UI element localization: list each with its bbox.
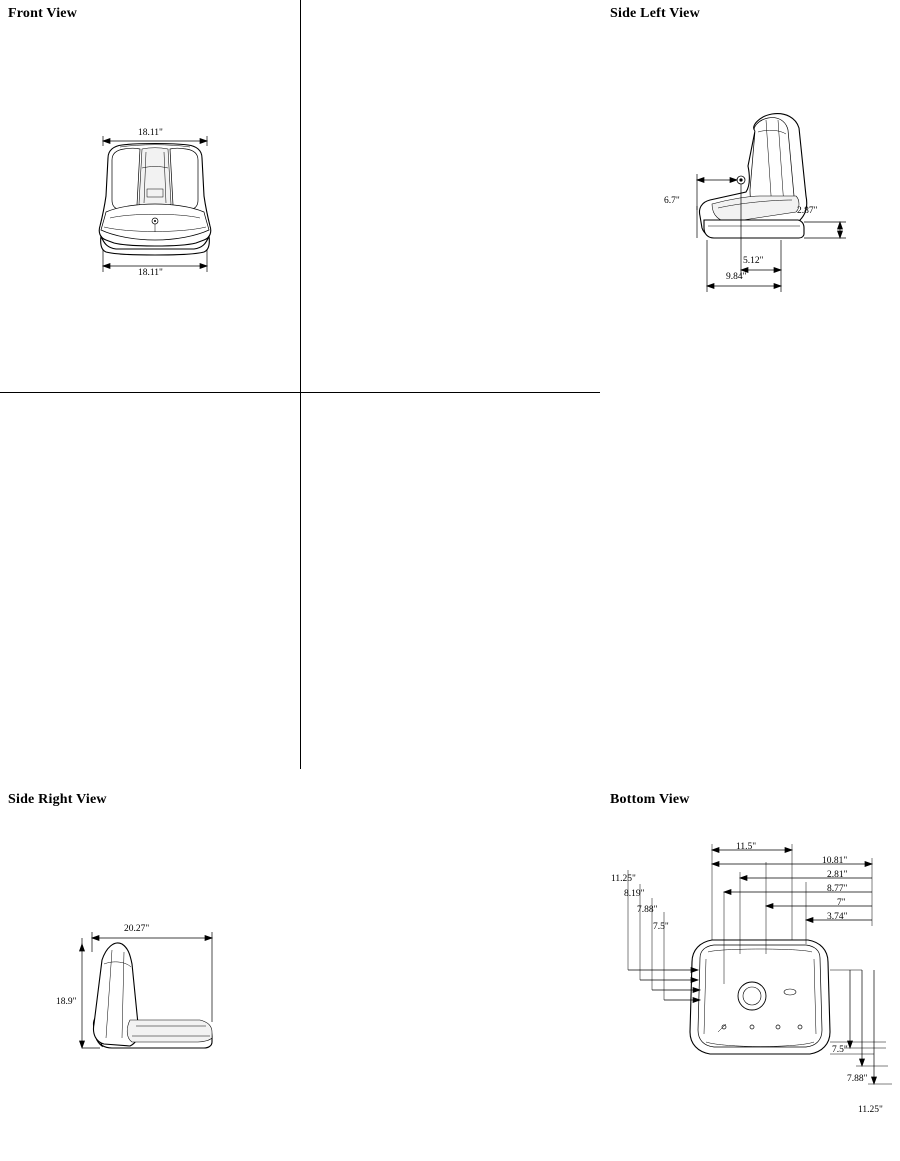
side-right-view-title: Side Right View: [8, 792, 107, 807]
side-right-view-drawing: [0, 784, 300, 1161]
side-left-view-title: Side Left View: [610, 6, 700, 21]
bottom-dim-7-5-left: 7.5": [653, 922, 669, 932]
side-left-dim-9-84: 9.84": [726, 272, 747, 282]
bottom-dim-11-5: 11.5": [736, 842, 757, 852]
bottom-dim-8-77: 8.77": [827, 884, 848, 894]
bottom-dim-7-88-left: 7.88": [637, 905, 658, 915]
bottom-view-panel: [300, 392, 883, 1115]
side-left-view-panel: [300, 0, 818, 392]
side-right-dim-18-9: 18.9": [56, 997, 77, 1007]
bottom-dim-3-74: 3.74": [827, 912, 848, 922]
bottom-dim-7: 7": [837, 898, 846, 908]
front-view-panel: [0, 0, 300, 392]
bottom-dim-7-88-right: 7.88": [847, 1074, 868, 1084]
bottom-dim-2-81: 2.81": [827, 870, 848, 880]
side-right-view-panel: [0, 392, 300, 1007]
bottom-dim-11-25-left: 11.25": [611, 874, 636, 884]
side-left-dim-6-7: 6.7": [664, 196, 680, 206]
front-view-drawing: [0, 0, 300, 392]
side-left-dim-5-12: 5.12": [743, 256, 764, 266]
bottom-dim-10-81: 10.81": [822, 856, 848, 866]
bottom-dim-8-19: 8.19": [624, 889, 645, 899]
front-view-title: Front View: [8, 6, 78, 21]
side-left-dim-2-87: 2.87": [797, 206, 818, 216]
bottom-view-drawing: [600, 784, 900, 1161]
bottom-dim-11-25-right: 11.25": [858, 1105, 883, 1115]
bottom-dim-7-5-right: 7.5": [832, 1045, 848, 1055]
front-view-dim-top: 18.11": [138, 128, 163, 138]
side-right-dim-20-27: 20.27": [124, 924, 150, 934]
front-view-dim-bottom: 18.11": [138, 268, 163, 278]
side-left-view-drawing: [600, 0, 900, 392]
bottom-view-title: Bottom View: [610, 792, 690, 807]
